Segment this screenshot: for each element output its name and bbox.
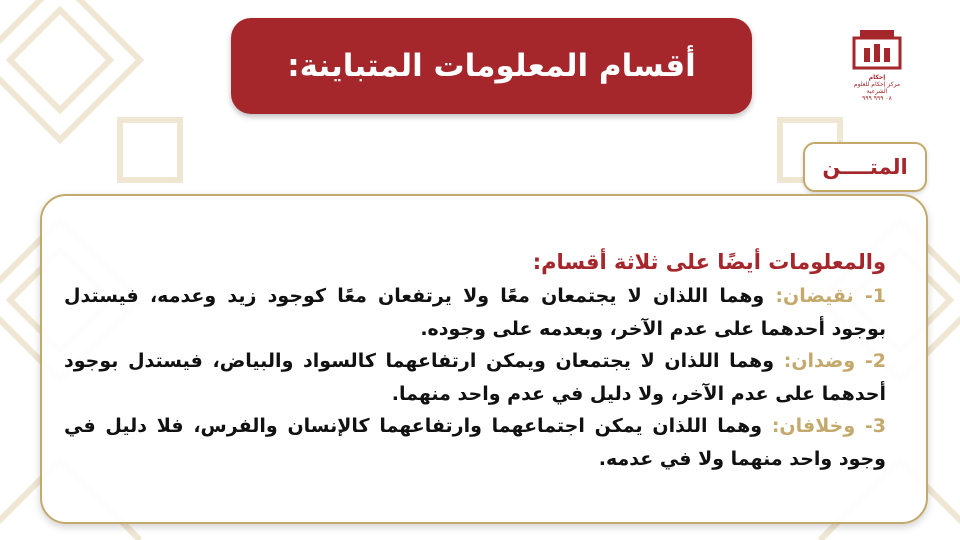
list-item	[64, 410, 886, 475]
logo-name: إحكام	[868, 74, 886, 81]
item-text: وهما اللذان لا يجتمعان ويمكن ارتفاعهما كالسواد والبياض، فيستدل بوجود أحدهما على عدم الآخر، ولا دليل في عدم واحد منهما.	[64, 350, 886, 405]
section-label: المتــــن	[822, 155, 908, 179]
logo-subtitle: مركز إحكام للعلوم الشرعية	[853, 81, 901, 95]
content-heading: والمعلومات أيضًا على ثلاثة أقسام:	[532, 250, 886, 274]
content-panel	[40, 194, 928, 524]
logo	[846, 28, 908, 102]
slide-title: أقسام المعلومات المتباينة:	[287, 48, 696, 84]
list-item	[64, 280, 886, 345]
logo-phone: ٠٨ ٩٩٩ ٩٩٩	[862, 95, 892, 102]
content-text	[64, 244, 886, 475]
item-text: وهما اللذان يمكن اجتماعهما وارتفاعهما كالإنسان والفرس، فلا دليل في وجود واحد منهما ولا في عدمه.	[64, 415, 886, 470]
logo-caption	[846, 74, 908, 102]
item-label: 1- نقيضان:	[775, 285, 886, 307]
section-label-box	[803, 142, 927, 192]
list-item	[64, 345, 886, 410]
logo-mark	[846, 28, 908, 72]
title-banner	[231, 18, 752, 114]
item-text: وهما اللذان لا يجتمعان معًا ولا يرتفعان معًا كوجود زيد وعدمه، فيستدل بوجود أحدهما على عدم الآخر، وبعدمه على وجوده.	[64, 285, 886, 340]
item-label: 2- وضدان:	[783, 350, 887, 372]
item-label: 3- وخلافان:	[771, 415, 886, 437]
